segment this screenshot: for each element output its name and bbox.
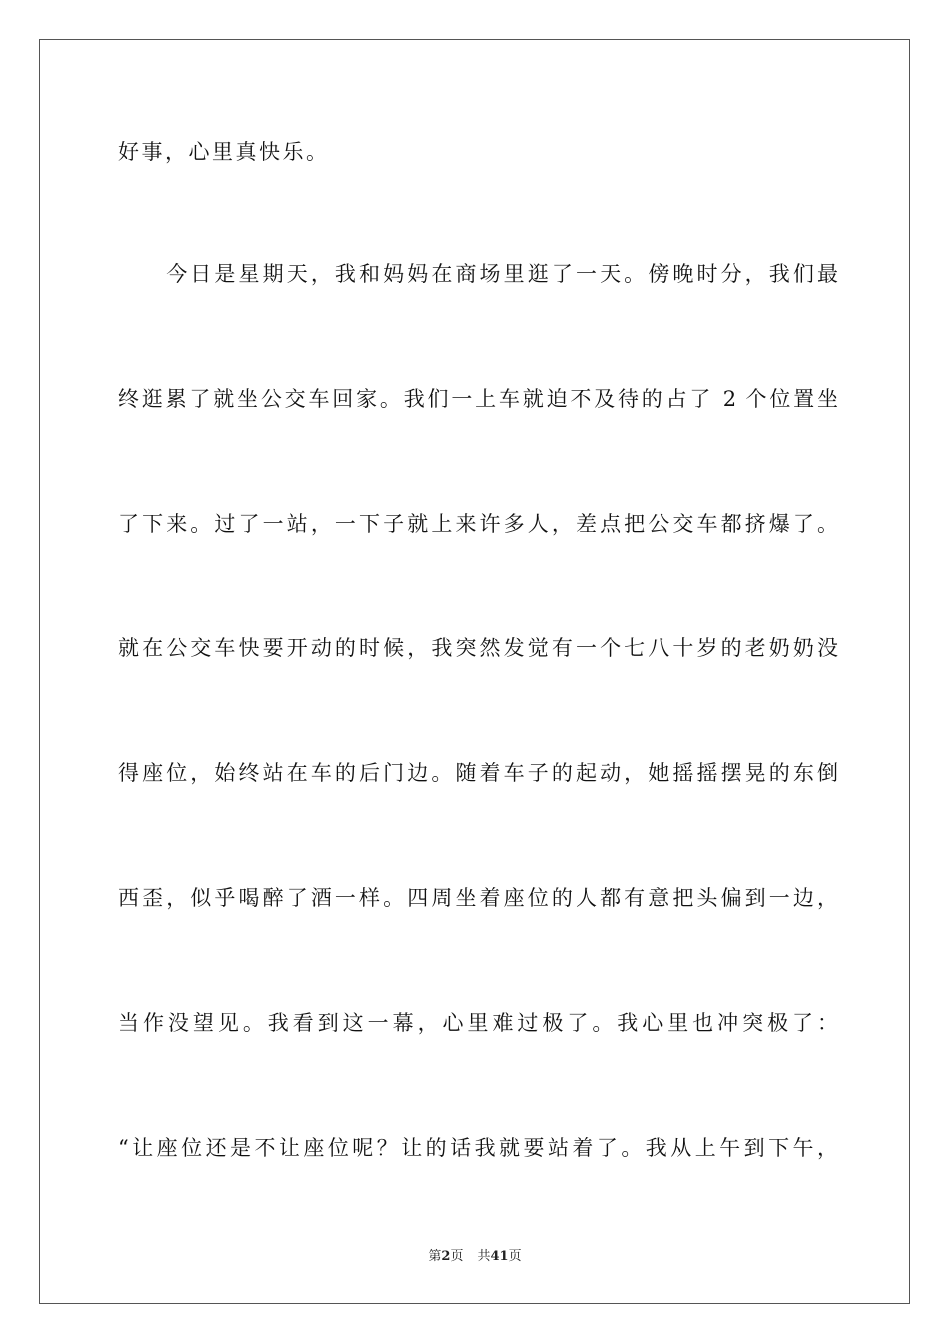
- footer-total-pages: 41: [490, 1249, 509, 1264]
- footer-total-prefix: 共: [477, 1249, 491, 1264]
- body-line-1: 好事，心里真快乐。: [118, 140, 330, 164]
- page-footer: [0, 1248, 950, 1266]
- page-border: [39, 39, 910, 1304]
- body-line-9: “让座位还是不让座位呢？让的话我就要站着了。我从上午到下午，: [118, 1136, 838, 1160]
- footer-page-number: 2: [441, 1249, 451, 1264]
- footer-page-prefix: 第: [428, 1249, 442, 1264]
- body-line-5: 就在公交车快要开动的时候，我突然发觉有一个七八十岁的老奶奶没: [118, 636, 838, 660]
- body-line-8: 当作没望见。我看到这一幕，心里难过极了。我心里也冲突极了：: [118, 1011, 838, 1035]
- body-line-7: 西歪，似乎喝醉了酒一样。四周坐着座位的人都有意把头偏到一边，: [118, 886, 838, 910]
- footer-page-suffix: 页: [450, 1249, 464, 1264]
- body-line-6: 得座位，始终站在车的后门边。随着车子的起动，她摇摇摆晃的东倒: [118, 761, 838, 785]
- footer-total-suffix: 页: [508, 1249, 522, 1264]
- body-line-3: 终逛累了就坐公交车回家。我们一上车就迫不及待的占了 2 个位置坐: [118, 387, 838, 411]
- body-line-4: 了下来。过了一站，一下子就上来许多人，差点把公交车都挤爆了。: [118, 512, 838, 536]
- body-line-2: 今日是星期天，我和妈妈在商场里逛了一天。傍晚时分，我们最: [118, 262, 838, 286]
